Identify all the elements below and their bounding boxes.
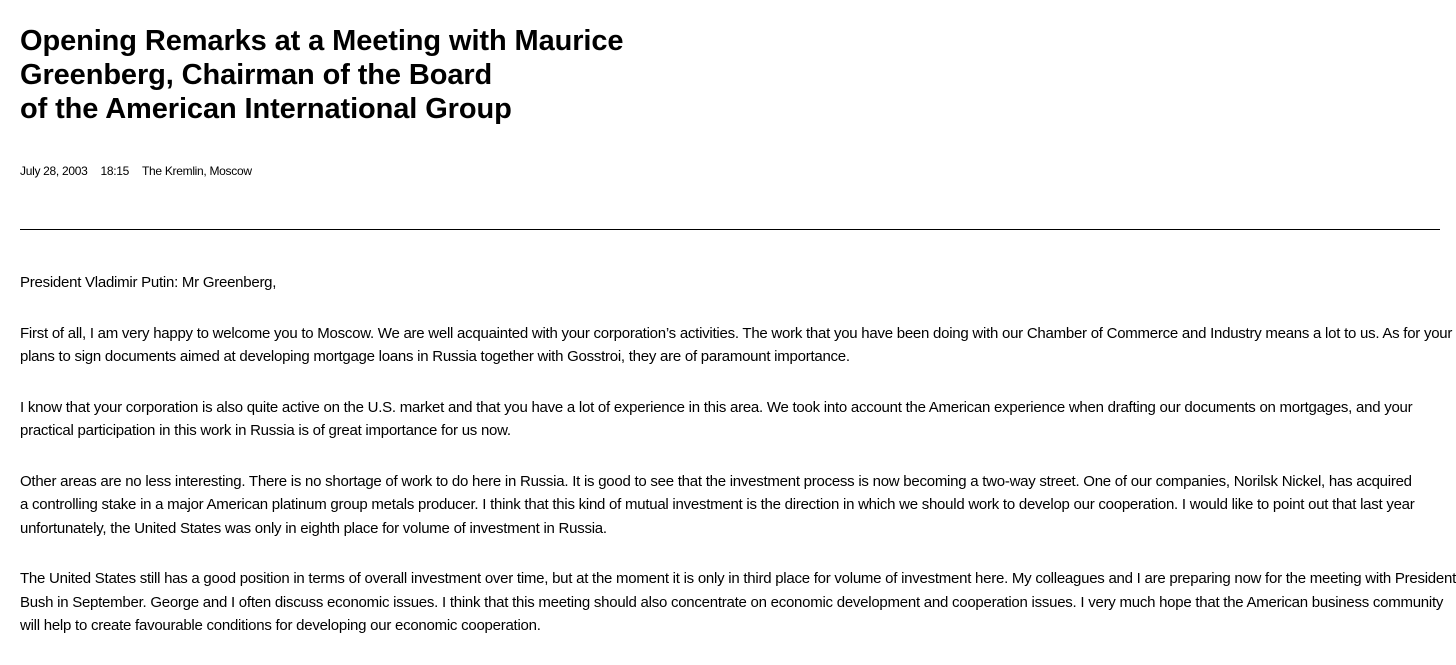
- paragraph-line: I know that your corporation is also quite active on the U.S. market and that you have a lot of experience in this area. We took into account the American experience when drafting our documents on mortgages, and your: [20, 398, 1413, 416]
- publication-date: July 28, 2003: [20, 164, 88, 178]
- event-location: The Kremlin, Moscow: [142, 164, 252, 178]
- article-body: [20, 271, 1456, 665]
- title-line: Greenberg, Chairman of the Board: [20, 59, 493, 91]
- paragraph-line: will help to create favourable conditions for developing our economic cooperation.: [20, 617, 541, 634]
- title-line: of the American International Group: [20, 93, 512, 125]
- paragraph: [20, 470, 1442, 541]
- paragraph-line: Other areas are no less interesting. There is no shortage of work to do here in Russia. It is good to see that the investment process is now becoming a two-way street. One of our companies, Norilsk Nickel, has acquired: [20, 472, 1412, 490]
- paragraph-line: The United States still has a good position in terms of overall investment over time, but at the moment it is only in third place for volume of investment here. My colleagues and I are preparing now for the meeting with President: [20, 570, 1456, 587]
- paragraph-line: Bush in September. George and I often discuss economic issues. I think that this meeting should also concentrate on economic development and cooperation issues. I very much hope that the American business community: [20, 593, 1444, 611]
- paragraph-line: a controlling stake in a major American platinum group metals producer. I think that this kind of mutual investment is the direction in which we should work to develop our cooperation. I would like to point out that last year: [20, 496, 1415, 513]
- divider: [20, 229, 1440, 230]
- paragraph-line: First of all, I am very happy to welcome you to Moscow. We are well acquainted with your corporation’s activities. The work that you have been doing with our Chamber of Commerce and Industry means a lot to us. As for your: [20, 324, 1453, 342]
- paragraph: [20, 271, 1442, 295]
- paragraph-line: practical participation in this work in Russia is of great importance for us now.: [20, 422, 511, 439]
- paragraph-line: plans to sign documents aimed at developing mortgage loans in Russia together with Gosstroi, they are of paramount importance.: [20, 348, 850, 365]
- paragraph: [20, 322, 1453, 369]
- paragraph-line: President Vladimir Putin: Mr Greenberg,: [20, 274, 277, 291]
- paragraph: [20, 567, 1456, 638]
- paragraph-line: unfortunately, the United States was only in eighth place for volume of investment in Russia.: [20, 519, 607, 537]
- article-meta: [20, 163, 252, 179]
- paragraph: [20, 396, 1442, 443]
- page-title: [20, 24, 720, 126]
- title-line: Opening Remarks at a Meeting with Maurice: [20, 25, 624, 57]
- publication-time: 18:15: [100, 164, 130, 178]
